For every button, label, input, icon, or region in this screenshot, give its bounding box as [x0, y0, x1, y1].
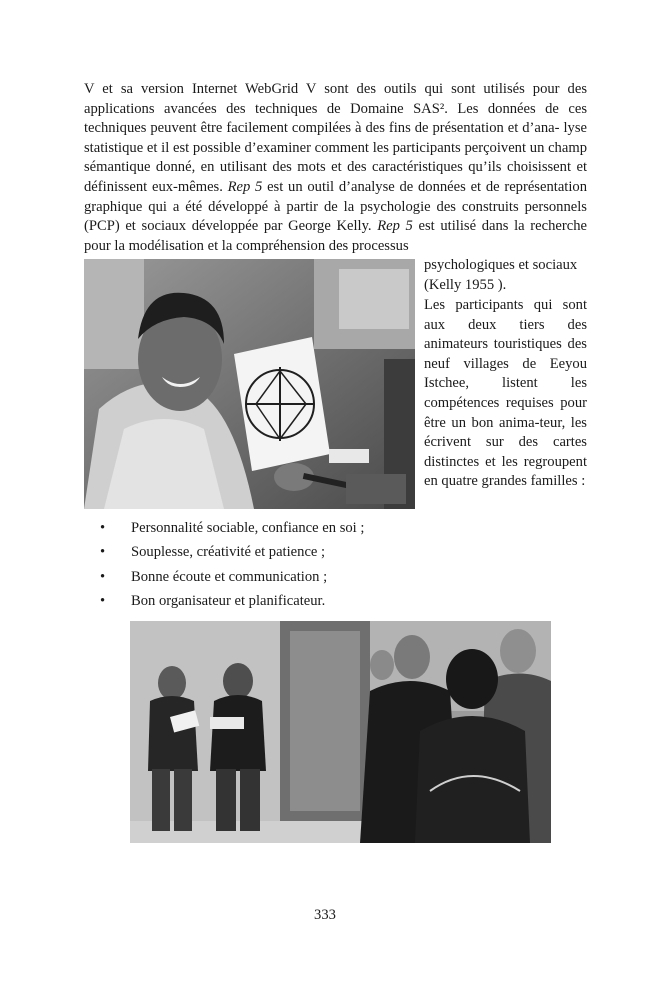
list-item: [100, 565, 580, 589]
intro-end-line-1: psychologiques et sociaux: [424, 257, 578, 273]
bullet-marker: •: [100, 568, 106, 585]
intro-line-8a: construits personnels (PCP) et sociaux développée par George Kelly.: [84, 198, 587, 235]
intro-end-line-2: (Kelly 1955 ).: [424, 276, 507, 293]
photo-participant-with-grid: [84, 259, 415, 509]
photo-group-workshop: [130, 621, 551, 843]
intro-line-9: utilisé dans la recherche pour la modélisation et la compréhension des processus: [84, 218, 587, 254]
participants-paragraph: Les participants qui sont aux deux tiers des animateurs touristiques des neuf villages de Eeyou Istchee, listent les compétences requises pour être un bon anima-teur, les écrivent sur des cartes distinctes et les regroupent en quatre grandes familles :: [424, 297, 587, 490]
list-item: [100, 589, 580, 613]
intro-line-6b: est un outil d’analyse de données: [262, 178, 466, 195]
rep5-title-2: Rep 5: [377, 218, 413, 235]
list-item-text: Souplesse, créativité et patience ;: [131, 544, 326, 561]
intro-line-2: applications avancées des techniques de Domaine SAS². Les données de ces: [84, 100, 587, 117]
intro-line-6a: choisissent et définissent eux-mêmes.: [84, 159, 588, 195]
skills-list: [100, 516, 580, 614]
list-item: [100, 540, 580, 564]
intro-line-3: techniques peuvent être facilement compilées à des fins de présentation et d’ana-: [84, 120, 560, 137]
page-number: 333: [314, 907, 336, 923]
intro-paragraph-end: [424, 256, 587, 295]
bullet-marker: •: [100, 520, 106, 536]
intro-line-1: V et sa version Internet WebGrid V sont des outils qui sont utilisés pour des: [84, 81, 587, 97]
intro-line-5: un champ sémantique donné, en utilisant des mots et des caractéristiques qu’ils: [84, 139, 587, 176]
list-item-text: Bon organisateur et planificateur.: [131, 593, 326, 610]
list-item-text: Personnalité sociable, confiance en soi ;: [131, 520, 365, 536]
bullet-marker: •: [100, 544, 106, 561]
intro-paragraph: [84, 80, 587, 256]
list-item-text: Bonne écoute et communication ;: [131, 568, 328, 585]
rep5-title: Rep 5: [227, 178, 263, 195]
intro-line-4: lyse statistique et il est possible d’examiner comment les participants perçoivent: [84, 120, 587, 156]
intro-line-8b: est: [412, 218, 435, 235]
intro-line-7: et de représentation graphique qui a été développé à partir de la psychologie des: [84, 178, 587, 215]
list-item: [100, 516, 580, 540]
bullet-marker: •: [100, 593, 106, 610]
